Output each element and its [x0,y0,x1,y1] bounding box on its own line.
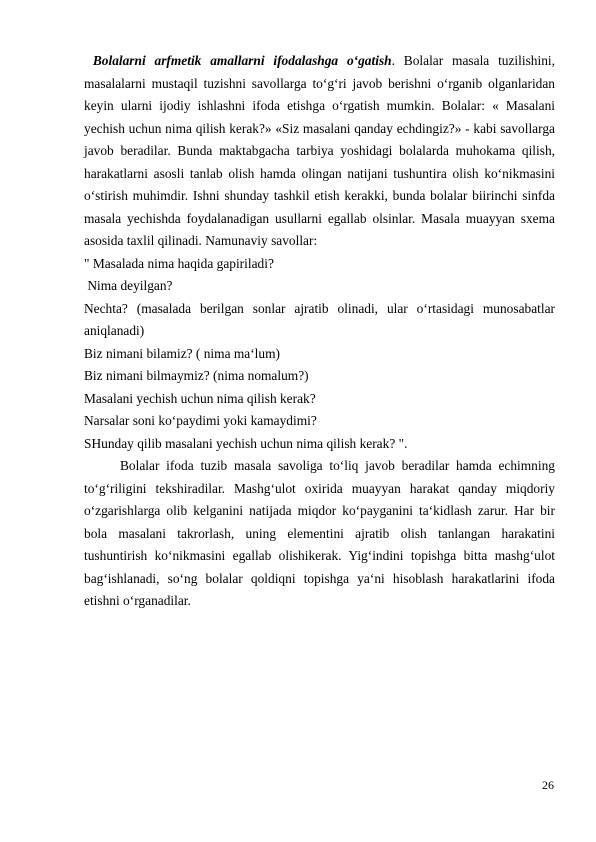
intro-text: . Bolalar masala tuzilishini, masalalarni mustaqil tuzishni savollarga to‘g‘ri javob berishni o‘rganib olganlaridan keyin ularni ijodiy ishlashni ifoda etishga o‘rgatish mumkin. Bolalar: « Masalani yechish uchun nima qilish kerak?» «Siz masalani qanday echdingiz?» - kabi savollarga javob beradilar. Bunda maktabgacha tarbiya yoshidagi bolalarda muhokama qilish, harakatlarni asosli tanlab olish hamda olingan natijani tushuntira olish ko‘nikmasini o‘stirish muhimdir. Ishni shunday tashkil etish kerakki, bunda bolalar biirinchi sinfda masala yechishda foydalanadigan usullarni egallab olsinlar. Masala muayyan sxema asosida taxlil qilinadi. Namunaviy savollar: [84,53,555,248]
question-line: Nechta? (masalada berilgan sonlar ajratib olinadi, ular o‘rtasidagi munosabatlar aniqlanadi) [84,300,555,338]
question-line: SHunday qilib masalani yechish uchun nima qilish kerak? ". [84,435,408,451]
closing-paragraph: Bolalar ifoda tuzib masala savoliga to‘liq javob beradilar hamda echimning to‘g‘riligini tekshiradilar. Mashg‘ulot oxirida muayyan harakat qanday miqdoriy o‘zgarishlarga olib kelganini natijada miqdor ko‘payganini ta‘kidlash zarur. Har bir bola masalani takrorlash, uning elementini ajratib olish tanlangan harakatini tushuntirish ko‘nikmasini egallab olishikerak. Yig‘indini topishga bitta mashg‘ulot bag‘ishlanadi, so‘ng bolalar qoldiqni topishga ya‘ni hisoblash harakatlarini ifoda etishni o‘rganadilar. [84,458,555,608]
question-line: Nima deyilgan? [84,278,173,293]
page-number: 26 [542,778,554,792]
intro-paragraph [84,50,555,253]
question-line: Masalani yechish uchun nima qilish kerak? [84,390,316,406]
intro-lead-heading: Bolalarni arfmetik amallarni ifodalashga o‘gatish [92,53,392,68]
document-page [84,50,555,613]
question-line: Biz nimani bilamiz? ( nima ma‘lum) [84,345,280,361]
question-line: " Masalada nima haqida gapiriladi? [84,255,274,271]
question-line: Biz nimani bilmaymiz? (nima nomalum?) [84,368,309,383]
question-line: Narsalar soni ko‘paydimi yoki kamaydimi? [84,413,317,428]
